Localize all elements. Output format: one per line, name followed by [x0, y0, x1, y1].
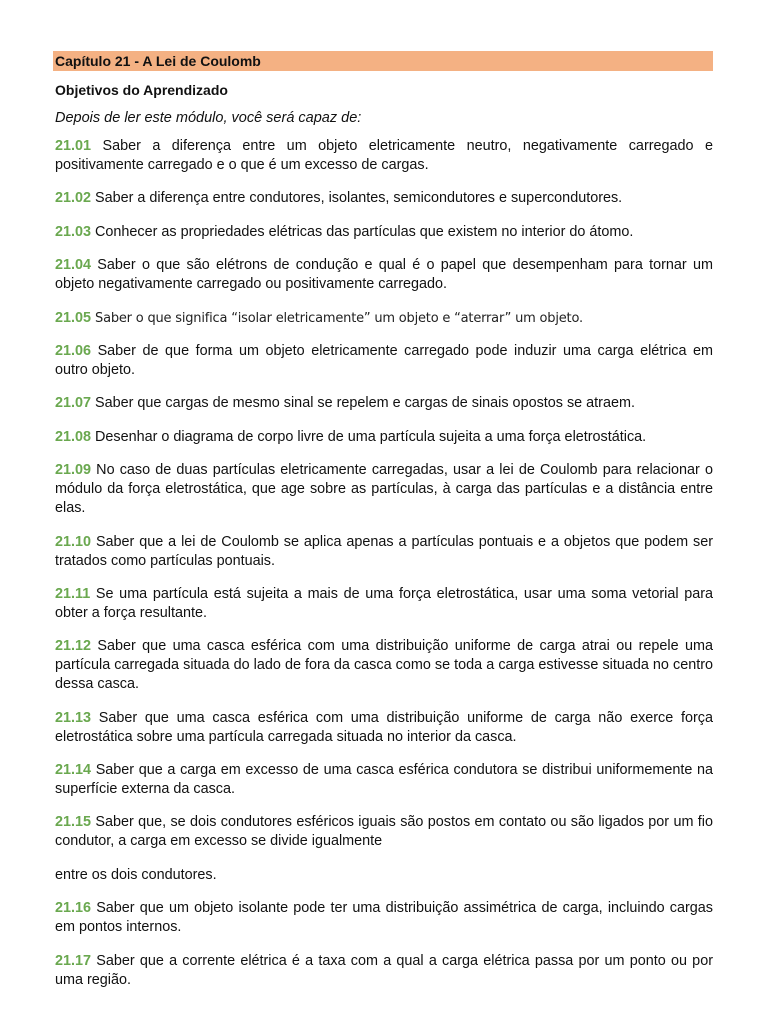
objective-number: 21.12 — [55, 638, 92, 655]
objective-item — [55, 585, 713, 623]
objective-number: 21.05 — [55, 309, 92, 326]
chapter-title: Capítulo 21 - A Lei de Coulomb — [53, 51, 713, 71]
objective-text: Saber a diferença entre condutores, isolantes, semicondutores e supercondutores. — [95, 190, 623, 207]
objective-number: 21.07 — [55, 395, 92, 412]
objective-item — [55, 256, 713, 294]
objective-text: Saber que uma casca esférica com uma distribuição uniforme de carga não exerce força eletrostática sobre uma partícula carregada situada no interior da casca. — [55, 709, 713, 745]
objective-item — [55, 394, 713, 413]
section-heading: Objetivos do Aprendizado — [55, 82, 228, 98]
objective-number: 21.09 — [55, 462, 92, 479]
objective-item — [55, 223, 713, 242]
objective-item — [55, 899, 713, 937]
objective-number: 21.03 — [55, 223, 92, 240]
objectives-list — [55, 137, 713, 990]
objective-item — [55, 637, 713, 694]
objective-number: 21.10 — [55, 533, 92, 550]
objective-text: Saber de que forma um objeto eletricamente carregado pode induzir uma carga elétrica em outro objeto. — [55, 342, 714, 378]
objective-text: Saber o que são elétrons de condução e qual é o papel que desempenham para tornar um objeto negativamente carregado ou positivamente carregado. — [55, 257, 713, 293]
objective-text: Saber que a corrente elétrica é a taxa com a qual a carga elétrica passa por um ponto ou por uma região. — [55, 952, 713, 988]
objective-text: Saber o que significa “isolar eletricamente” um objeto e “aterrar” um objeto. — [95, 310, 583, 326]
objective-number: 21.16 — [55, 900, 92, 917]
objective-text: Saber que a carga em excesso de uma casca esférica condutora se distribui uniformemente na superfície externa da casca. — [55, 762, 713, 798]
objective-item — [55, 428, 713, 447]
objective-item — [55, 189, 713, 208]
objective-item — [55, 533, 713, 571]
objective-item — [55, 461, 713, 518]
objective-number: 21.04 — [55, 257, 92, 274]
objective-number: 21.01 — [55, 138, 92, 154]
objective-text: Desenhar o diagrama de corpo livre de uma partícula sujeita a uma força eletrostática. — [95, 428, 647, 445]
objective-item — [55, 709, 713, 747]
objective-number: 21.15 — [55, 814, 92, 831]
objective-text: Saber a diferença entre um objeto eletricamente neutro, negativamente carregado e positivamente carregado e o que é um excesso de cargas. — [55, 138, 713, 173]
document-page — [55, 51, 713, 1004]
objective-number: 21.17 — [55, 952, 92, 969]
objective-item — [55, 309, 713, 328]
intro-text: Depois de ler este módulo, você será capaz de: — [55, 110, 362, 126]
objective-number: 21.11 — [55, 585, 91, 602]
objective-item — [55, 137, 713, 175]
objective-item — [55, 952, 713, 990]
objective-text: Conhecer as propriedades elétricas das partículas que existem no interior do átomo. — [95, 223, 634, 240]
objective-text: Saber que a lei de Coulomb se aplica apenas a partículas pontuais e a objetos que podem ser tratados como partículas pontuais. — [55, 533, 714, 569]
objective-item — [55, 342, 713, 380]
objective-number: 21.06 — [55, 342, 92, 359]
objective-text: Saber que, se dois condutores esféricos iguais são postos em contato ou são ligados por um fio condutor, a carga em excesso se divide igualmente — [55, 814, 713, 850]
objective-text: Saber que um objeto isolante pode ter uma distribuição assimétrica de carga, incluindo cargas em pontos internos. — [55, 900, 713, 936]
objective-text: Saber que uma casca esférica com uma distribuição uniforme de carga atrai ou repele uma partícula carregada situada do lado de fora da casca como se toda a carga estivesse situada no centro dessa casca. — [55, 638, 714, 693]
objective-item — [55, 761, 713, 799]
objective-number: 21.08 — [55, 428, 92, 445]
objective-continuation: entre os dois condutores. — [55, 866, 217, 883]
objective-item — [55, 813, 713, 851]
objective-number: 21.14 — [55, 762, 92, 779]
objective-text: Saber que cargas de mesmo sinal se repelem e cargas de sinais opostos se atraem. — [95, 395, 635, 412]
objective-text: Se uma partícula está sujeita a mais de uma força eletrostática, usar uma soma vetorial para obter a força resultante. — [55, 585, 714, 621]
objective-number: 21.13 — [55, 709, 92, 726]
objective-number: 21.02 — [55, 190, 92, 207]
objective-text: No caso de duas partículas eletricamente carregadas, usar a lei de Coulomb para relacionar o módulo da força eletrostática, que age sobre as partículas, à carga das partículas e a distância entre elas. — [55, 462, 713, 517]
